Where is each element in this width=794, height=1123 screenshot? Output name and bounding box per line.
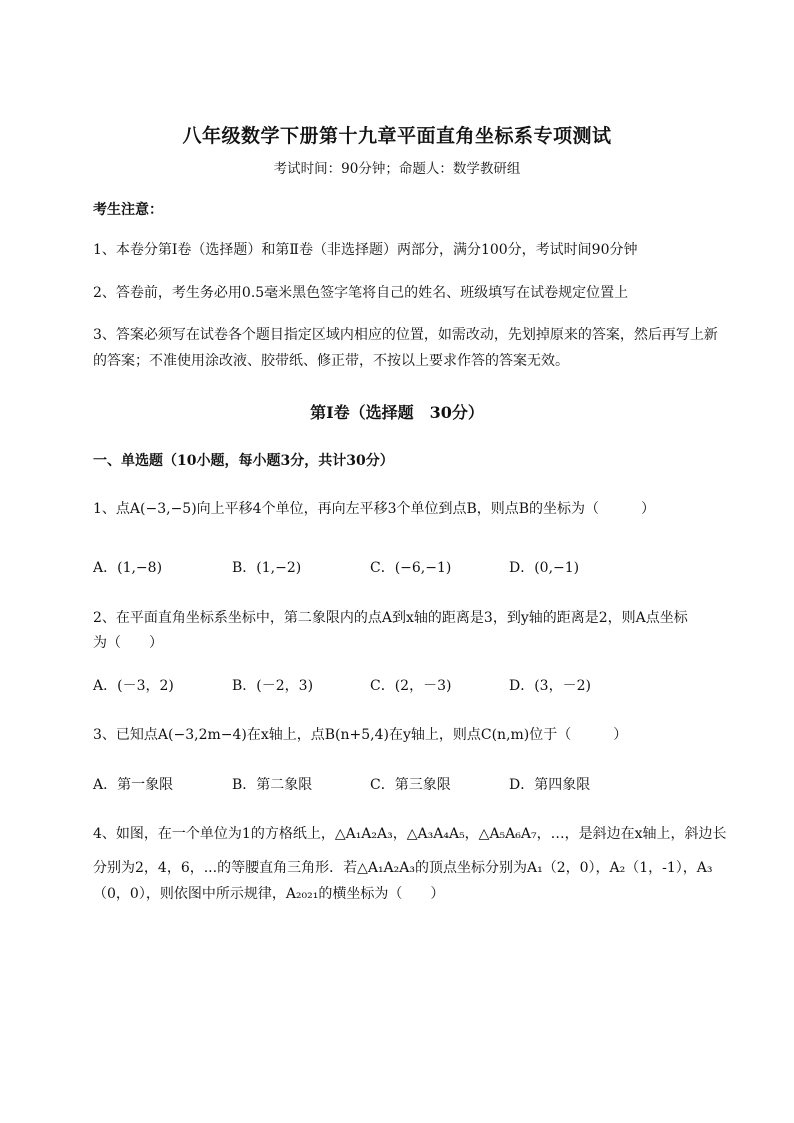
notice-item: 3、答案必须写在试卷各个题目指定区域内相应的位置，如需改动，先划掉原来的答案，然后再写上新 bbox=[93, 327, 718, 343]
page-title: 八年级数学下册第十九章平面直角坐标系专项测试 bbox=[182, 125, 612, 147]
question-3-option-a[interactable]: A．第一象限 bbox=[93, 777, 174, 793]
notice-item: 2、答卷前，考生务必用0.5毫米黑色签字笔将自己的姓名、班级填写在试卷规定位置上 bbox=[93, 285, 629, 301]
question-1-option-d[interactable]: D．(0,−1) bbox=[509, 560, 580, 576]
question-1-option-a[interactable]: A．(1,−8) bbox=[93, 560, 163, 576]
question-2-option-d[interactable]: D．(3，－2) bbox=[509, 678, 591, 694]
question-1-text: 1、点A(−3,−5)向上平移4个单位，再向左平移3个单位到点B，则点B的坐标为（ ） bbox=[93, 501, 656, 517]
question-2-option-b[interactable]: B．(－2，3) bbox=[232, 678, 314, 694]
part-title: 一、单选题（10小题，每小题3分，共计30分） bbox=[93, 453, 394, 469]
question-2-text: 2、在平面直角坐标系坐标中，第二象限内的点A到x轴的距离是3，到y轴的距离是2，则A点坐标 bbox=[93, 610, 688, 626]
question-1-option-b[interactable]: B．(1,−2) bbox=[232, 560, 302, 576]
section-title: 第I卷（选择题 30分） bbox=[310, 403, 484, 422]
question-4-text: 4、如图，在一个单位为1的方格纸上，△A₁A₂A₃，△A₃A₄A₅，△A₅A₆A₇，…，是斜边在x轴上，斜边长 bbox=[93, 826, 727, 842]
notice-item: 的答案；不准使用涂改液、胶带纸、修正带，不按以上要求作答的答案无效。 bbox=[93, 353, 569, 369]
question-3-option-b[interactable]: B．第二象限 bbox=[232, 777, 313, 793]
question-3-text: 3、已知点A(−3,2m−4)在x轴上，点B(n+5,4)在y轴上，则点C(n,m)位于（ ） bbox=[93, 727, 628, 743]
question-3-option-c[interactable]: C．第三象限 bbox=[370, 777, 451, 793]
question-2-option-c[interactable]: C．(2，－3) bbox=[370, 678, 452, 694]
question-4-text: 分别为2，4，6，...的等腰直角三角形．若△A₁A₂A₃的顶点坐标分别为A₁（2，0），A₂（1，-1），A₃ bbox=[93, 860, 713, 876]
question-1-option-c[interactable]: C．(−6,−1) bbox=[370, 560, 452, 576]
notice-item: 1、本卷分第I卷（选择题）和第Ⅱ卷（非选择题）两部分，满分100分，考试时间90分钟 bbox=[93, 242, 638, 258]
exam-info: 考试时间：90分钟；命题人：数学教研组 bbox=[273, 161, 521, 177]
question-2-option-a[interactable]: A．(－3，2) bbox=[93, 678, 174, 694]
question-4-text: （0，0），则依图中所示规律，A₂₀₂₁的横坐标为（ ） bbox=[93, 886, 445, 902]
notice-heading: 考生注意： bbox=[93, 202, 163, 218]
question-2-text: 为（ ） bbox=[93, 635, 163, 651]
question-3-option-d[interactable]: D．第四象限 bbox=[509, 777, 591, 793]
